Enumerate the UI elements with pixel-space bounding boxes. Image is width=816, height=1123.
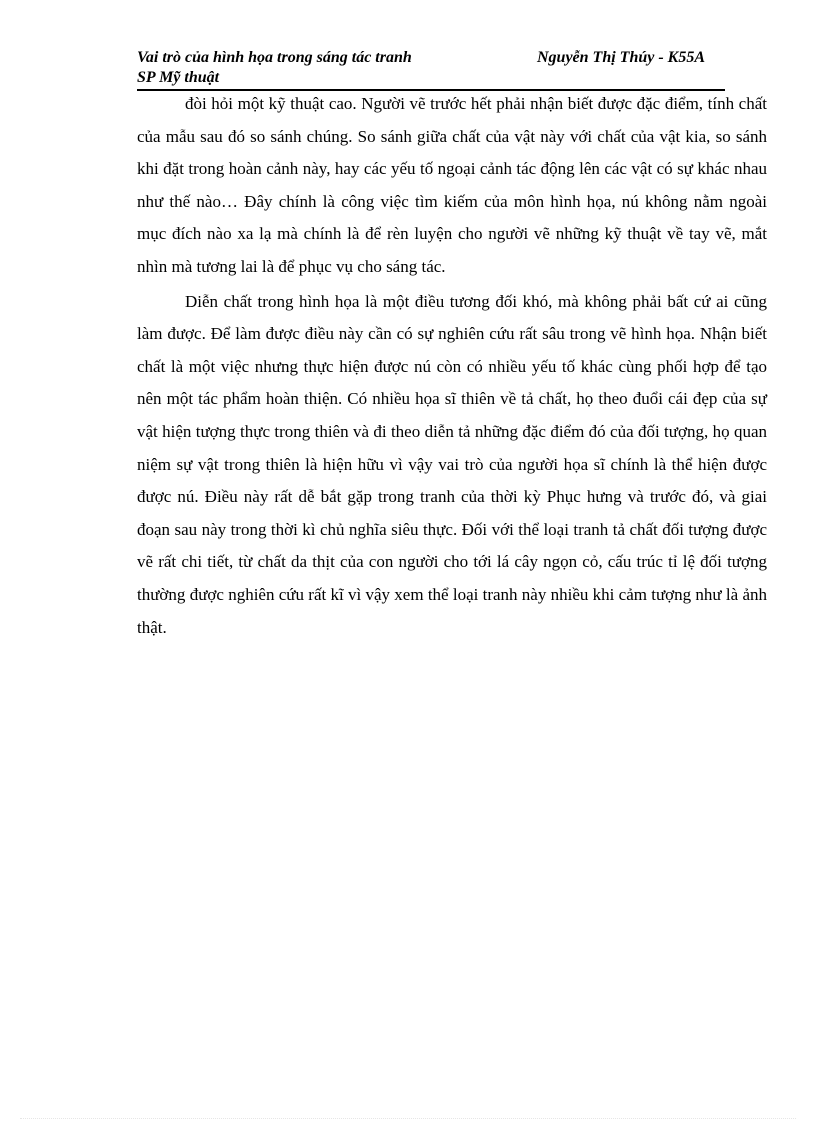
page-bottom-border	[20, 1118, 796, 1119]
header-title-line-2: SP Mỹ thuật	[137, 69, 220, 86]
header-author: Nguyễn Thị Thúy - K55A	[537, 49, 706, 66]
paragraph-1: đòi hỏi một kỹ thuật cao. Người vẽ trước hết phải nhận biết được đặc điểm, tính chất của mẫu sau đó so sánh chúng. So sánh giữa chất của vật này với chất của vật kia, so sánh khi đặt trong hoàn cảnh này, hay các yếu tố ngoại cảnh tác động lên các vật có sự khác nhau như thế nào… Đây chính là công việc tìm kiếm của môn hình họa, nú không nằm ngoài mục đích nào xa lạ mà chính là để rèn luyện cho người vẽ những kỹ thuật về tay vẽ, mắt nhìn mà tương lai là để phục vụ cho sáng tác.	[137, 94, 767, 276]
document-body	[137, 88, 767, 644]
paragraph-2: Diễn chất trong hình họa là một điều tương đối khó, mà không phải bất cứ ai cũng làm được. Để làm được điều này cần có sự nghiên cứu rất sâu trong vẽ hình họa. Nhận biết chất là một việc nhưng thực hiện được nú còn có nhiều yếu tố khác cùng phối hợp để tạo nên một tác phẩm hoàn thiện. Có nhiều họa sĩ thiên về tả chất, họ theo đuổi cái đẹp của sự vật hiện tượng thực trong thiên và đi theo diễn tả những đặc điểm đó của đối tượng, họ quan niệm sự vật trong thiên là hiện hữu vì vậy vai trò của người họa sĩ chính là thể hiện được được nú. Điều này rất dễ bắt gặp trong tranh của thời kỳ Phục hưng và trước đó, và giai đoạn sau này trong thời kì chủ nghĩa siêu thực. Đối với thể loại tranh tả chất đối tượng được vẽ rất chi tiết, từ chất da thịt của con người cho tới lá cây ngọn cỏ, cấu trúc tỉ lệ đối tượng thường được nghiên cứu rất kĩ vì vậy xem thể loại tranh này nhiều khi cảm tượng như là ảnh thật.	[137, 291, 767, 637]
header-title-line-1: Vai trò của hình họa trong sáng tác tranh	[137, 49, 412, 66]
header-title	[137, 48, 412, 88]
page-header	[137, 48, 725, 90]
